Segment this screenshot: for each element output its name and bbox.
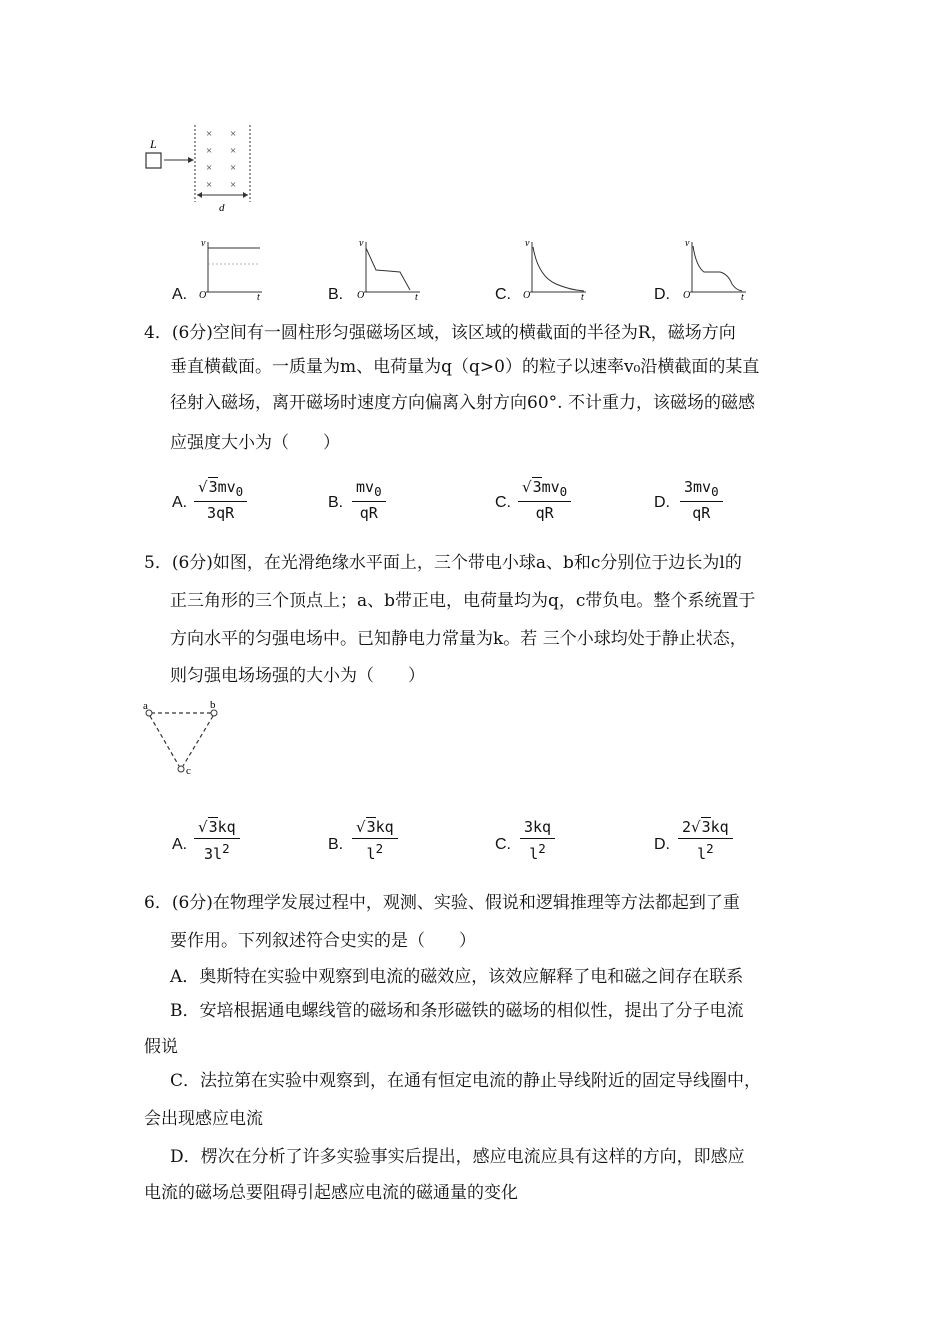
q4-stem-line-1: 4．(6分)空间有一圆柱形匀强磁场区域，该区域的横截面的半径为R，磁场方向: [144, 323, 736, 343]
q5-option-c-label: C.: [495, 836, 511, 853]
field-region-figure: [140, 122, 265, 214]
q5-option-d-label: D.: [654, 836, 670, 853]
origin-label: O: [523, 290, 531, 300]
denominator-base: 3l: [204, 845, 223, 863]
denominator: [678, 839, 733, 863]
numerator-rest: kq: [375, 818, 394, 836]
triangle-charges-figure: [140, 698, 230, 780]
q3-option-a-label: A.: [172, 286, 188, 303]
radicand: 3: [366, 818, 376, 836]
q6-option-d-line-1: D．楞次在分析了许多实验事实后提出，感应电流应具有这样的方向，即感应: [170, 1147, 745, 1167]
numerator-rest: mv: [356, 478, 375, 496]
v-axis-label: v: [685, 238, 690, 249]
q6-option-b-line-1: B．安培根据通电螺线管的磁场和条形磁铁的磁场的相似性，提出了分子电流: [170, 1001, 744, 1021]
radicand: 3: [701, 818, 711, 836]
v-axis-label: v: [201, 238, 206, 249]
numerator: [518, 478, 571, 502]
numerator-rest: mv: [217, 478, 236, 496]
radical-sign: √: [198, 478, 208, 496]
q5-option-b-fraction: [352, 818, 398, 863]
field-cross-marks: [206, 128, 236, 191]
q4-option-d-fraction: [680, 478, 723, 522]
coefficient: 3: [684, 478, 694, 496]
radical-sign: √: [356, 818, 366, 836]
q3-graph-a: [196, 236, 268, 300]
q4-option-d-label: D.: [654, 494, 670, 511]
denominator: qR: [692, 504, 711, 522]
q5-option-d-fraction: [678, 818, 733, 863]
q5-option-b-label: B.: [328, 836, 344, 853]
denominator: qR: [359, 504, 378, 522]
q6-option-a-line-1: A．奥斯特在实验中观察到电流的磁效应，该效应解释了电和磁之间存在联系: [170, 967, 744, 987]
q3-graph-c: [520, 236, 592, 300]
origin-label: O: [683, 290, 691, 300]
label-a: a: [143, 700, 148, 712]
label-c: c: [186, 765, 191, 777]
field-cross-mark: ×: [230, 128, 237, 140]
side-ac: [150, 716, 179, 766]
subscript: 0: [374, 484, 382, 499]
denominator-exponent: 2: [375, 841, 384, 856]
field-cross-mark: ×: [230, 145, 237, 157]
denominator-base: l: [529, 845, 539, 863]
field-cross-mark: ×: [230, 179, 237, 191]
numerator-rest: kq: [533, 818, 552, 836]
side-bc: [183, 716, 213, 766]
denominator: [520, 839, 555, 863]
radical-sign: √: [691, 818, 701, 836]
numerator: [194, 478, 247, 502]
numerator: [352, 818, 398, 839]
square-label: L: [150, 137, 157, 151]
coefficient: 2: [682, 818, 692, 836]
numerator: [194, 818, 240, 839]
ball-c: [178, 766, 184, 772]
field-cross-mark: ×: [230, 162, 237, 174]
v-axis-label: v: [525, 238, 530, 249]
velocity-arrowhead: [188, 157, 194, 163]
q3-graph-b: [354, 236, 426, 300]
radicand: 3: [208, 818, 218, 836]
vt-curve: [693, 246, 742, 291]
q5-stem-line-2: 正三角形的三个顶点上；a、b带正电，电荷量均为q，c带负电。整个系统置于: [170, 591, 756, 611]
q5-stem-line-1: 5．(6分)如图，在光滑绝缘水平面上，三个带电小球a、b和c分别位于边长为l的: [144, 553, 742, 573]
numerator-rest: kq: [217, 818, 236, 836]
q6-stem-line-1: 6．(6分)在物理学发展过程中，观测、实验、假说和逻辑推理等方法都起到了重: [144, 893, 740, 913]
origin-label: O: [199, 290, 207, 300]
q4-option-b-fraction: [352, 478, 386, 522]
q4-stem-line-2: 垂直横截面。一质量为m、电荷量为q（q>0）的粒子以速率v₀沿横截面的某直: [170, 357, 760, 377]
denominator: [194, 839, 240, 863]
numerator-rest: mv: [693, 478, 712, 496]
numerator: [520, 818, 555, 839]
q6-option-b-line-2: 假说: [144, 1037, 178, 1057]
origin-label: O: [357, 290, 365, 300]
radicand: 3: [532, 478, 542, 496]
q4-option-c-label: C.: [495, 494, 511, 511]
q6-option-c-line-2: 会出现感应电流: [144, 1109, 263, 1129]
q4-option-b-label: B.: [328, 494, 344, 511]
q6-option-d-line-2: 电流的磁场总要阻碍引起感应电流的磁通量的变化: [144, 1183, 518, 1203]
q5-stem-line-3: 方向水平的匀强电场中。已知静电力常量为k。若 三个小球均处于静止状态，: [170, 629, 747, 649]
q4-option-c-fraction: [518, 478, 571, 522]
vt-curve: [533, 247, 584, 291]
t-axis-label: t: [415, 292, 418, 300]
numerator-rest: mv: [541, 478, 560, 496]
subscript: 0: [235, 484, 244, 499]
numerator: [680, 478, 723, 502]
q5-option-a-fraction: [194, 818, 240, 863]
numerator: [352, 478, 386, 502]
q5-stem-line-4: 则匀强电场场强的大小为（ ）: [170, 666, 425, 686]
subscript: 0: [711, 484, 719, 499]
radicand: 3: [208, 478, 218, 496]
radical-sign: √: [522, 478, 532, 496]
q4-stem-line-4: 应强度大小为（ ）: [170, 433, 340, 453]
v-axis-label: v: [359, 238, 364, 249]
q3-graph-d: [680, 236, 752, 300]
field-cross-mark: ×: [206, 145, 213, 157]
numerator-rest: kq: [710, 818, 729, 836]
q6-option-c-line-1: C．法拉第在实验中观察到，在通有恒定电流的静止导线附近的固定导线圈中，: [170, 1071, 762, 1091]
q6-stem-line-2: 要作用。下列叙述符合史实的是（ ）: [170, 931, 476, 951]
denominator-exponent: 2: [538, 841, 546, 856]
vt-curve: [366, 246, 410, 290]
denominator: [352, 839, 398, 863]
label-b: b: [210, 699, 216, 711]
field-cross-mark: ×: [206, 128, 213, 140]
t-axis-label: t: [741, 292, 744, 300]
q5-option-c-fraction: [520, 818, 555, 863]
denominator-base: l: [697, 845, 707, 863]
denominator: 3qR: [207, 504, 235, 522]
square-loop: [146, 153, 161, 168]
field-cross-mark: ×: [206, 179, 213, 191]
denominator: qR: [535, 504, 554, 522]
q3-option-c-label: C.: [495, 286, 511, 303]
radical-sign: √: [198, 818, 208, 836]
numerator: [678, 818, 733, 839]
width-label: d: [219, 202, 225, 214]
width-arrowhead-left: [197, 192, 202, 198]
denominator-exponent: 2: [706, 841, 714, 856]
t-axis-label: t: [257, 292, 260, 300]
t-axis-label: t: [581, 292, 584, 300]
q5-option-a-label: A.: [172, 836, 188, 853]
q3-option-b-label: B.: [328, 286, 344, 303]
denominator-base: l: [366, 845, 376, 863]
field-cross-mark: ×: [206, 162, 213, 174]
q4-option-a-label: A.: [172, 494, 188, 511]
width-arrowhead-right: [243, 192, 248, 198]
subscript: 0: [559, 484, 568, 499]
q4-option-a-fraction: [194, 478, 247, 522]
q3-option-d-label: D.: [654, 286, 670, 303]
denominator-exponent: 2: [222, 841, 230, 856]
q4-stem-line-3: 径射入磁场，离开磁场时速度方向偏离入射方向60°. 不计重力，该磁场的磁感: [170, 393, 755, 413]
coefficient: 3: [524, 818, 534, 836]
